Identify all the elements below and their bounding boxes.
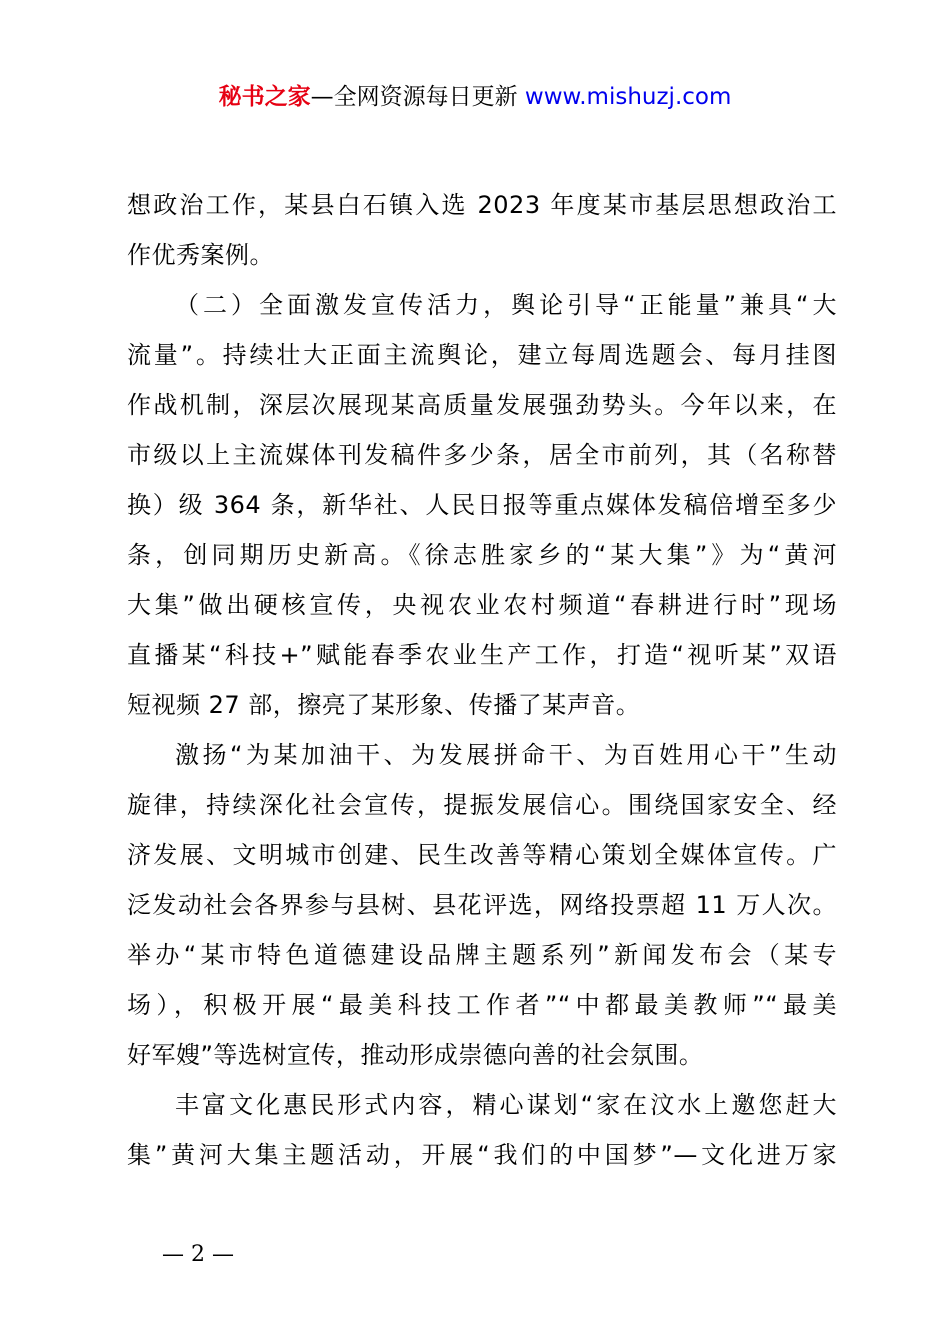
text-line: 条，创同期历史新高。《徐志胜家乡的“某大集”》为“黄河	[127, 541, 837, 569]
text-line: 短视频 27 部，擦亮了某形象、传播了某声音。	[127, 691, 641, 719]
text-line: 济发展、文明城市创建、民生改善等精心策划全媒体宣传。广	[127, 841, 837, 869]
text-line: 作优秀案例。	[127, 241, 274, 269]
text-line: 丰富文化惠民形式内容，精心谋划“家在汶水上邀您赶大	[175, 1091, 837, 1119]
site-brand: 秘书之家	[218, 84, 311, 110]
text-line: 举办“某市特色道德建设品牌主题系列”新闻发布会（某专	[127, 941, 837, 969]
site-banner	[0, 82, 950, 112]
text-line: 旋律，持续深化社会宣传，提振发展信心。围绕国家安全、经	[127, 791, 837, 819]
text-line: 直播某“科技+”赋能春季农业生产工作，打造“视听某”双语	[127, 641, 837, 669]
text-line: 想政治工作，某县白石镇入选 2023 年度某市基层思想政治工	[127, 191, 837, 219]
text-line: 换）级 364 条，新华社、人民日报等重点媒体发稿倍增至多少	[127, 491, 837, 519]
text-line: 激扬“为某加油干、为发展拼命干、为百姓用心干”生动	[175, 741, 837, 769]
text-line: （二）全面激发宣传活力，舆论引导“正能量”兼具“大	[175, 291, 837, 319]
text-line: 作战机制，深层次展现某高质量发展强劲势头。今年以来，在	[127, 391, 837, 419]
text-line: 大集”做出硬核宣传，央视农业农村频道“春耕进行时”现场	[127, 591, 837, 619]
site-url-link[interactable]: www.mishuzj.com	[524, 84, 732, 110]
text-line: 集”黄河大集主题活动，开展“我们的中国梦”—文化进万家	[127, 1141, 837, 1169]
text-line: 流量”。持续壮大正面主流舆论，建立每周选题会、每月挂图	[127, 341, 837, 369]
text-line: 市级以上主流媒体刊发稿件多少条，居全市前列，其（名称替	[127, 441, 837, 469]
document-body	[127, 180, 837, 1180]
page-number: — 2 —	[162, 1242, 234, 1267]
text-line: 好军嫂”等选树宣传，推动形成崇德向善的社会氛围。	[127, 1041, 704, 1069]
text-line: 场），积极开展“最美科技工作者”“中都最美教师”“最美	[127, 991, 837, 1019]
text-line: 泛发动社会各界参与县树、县花评选，网络投票超 11 万人次。	[127, 891, 837, 919]
site-tagline: —全网资源每日更新	[310, 84, 518, 110]
